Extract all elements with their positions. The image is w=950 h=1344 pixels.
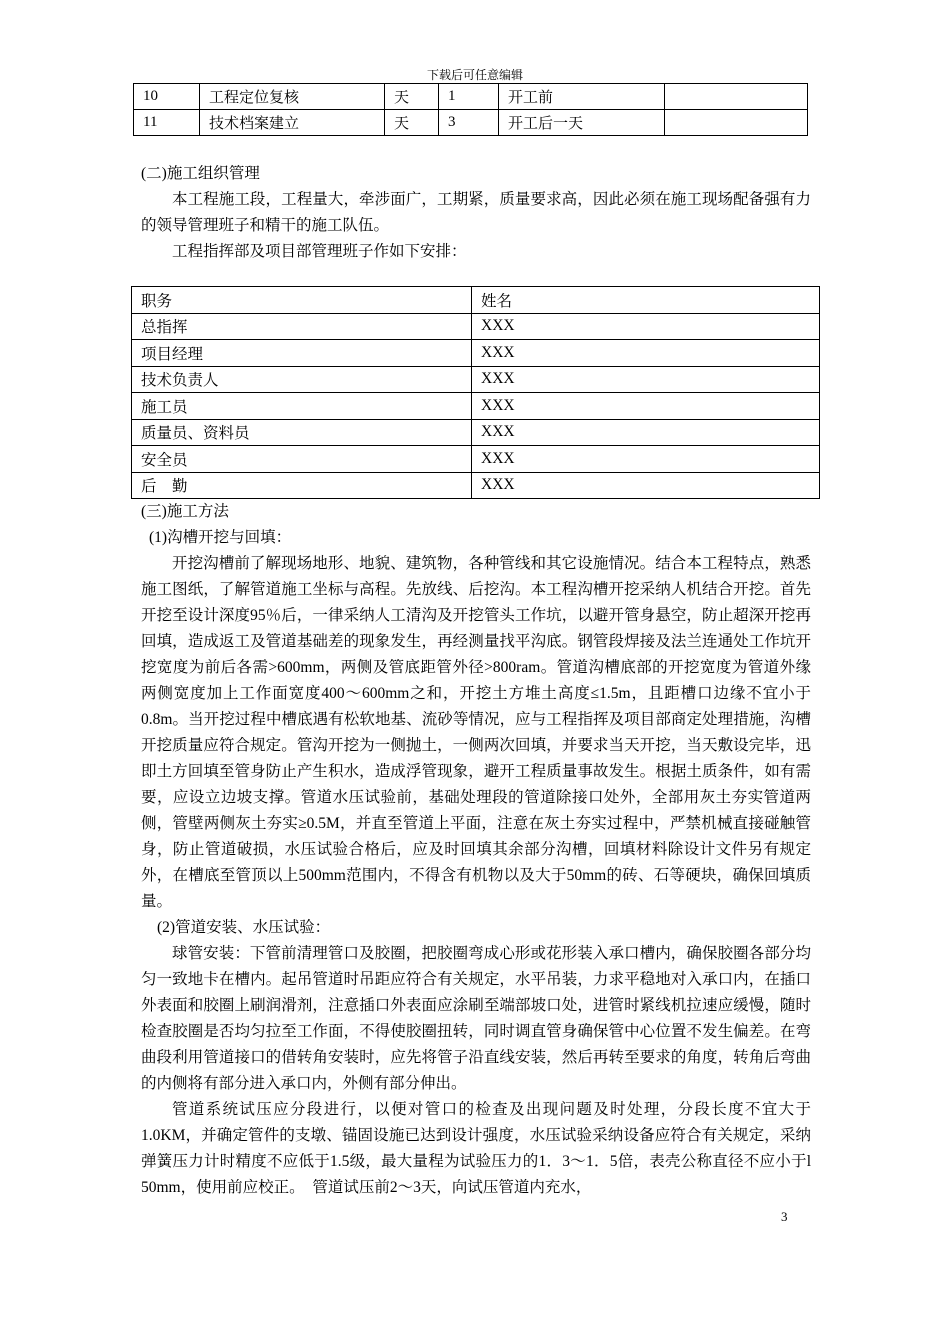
subsection-heading: (1)沟槽开挖与回填：: [149, 529, 292, 546]
table-row: [134, 110, 808, 136]
cell-name: XXX: [472, 313, 820, 340]
paragraph: 开挖沟槽前了解现场地形、地貌、建筑物，各种管线和其它设施情况。结合本工程特点，熟悉施工图纸，了解管道施工坐标与高程。先放线、后挖沟。本工程沟槽开挖采纳人机结合开挖。首先开挖至设计深度95％后，一律采纳人工清沟及开挖管头工作坑，以避开管身悬空，防止超深开挖再回填，造成返工及管道基础差的现象发生，再经测量找平沟底。钢管段焊接及法兰连通处工作坑开挖宽度为前后各需>600mm，两侧及管底距管外径>800ram。管道沟槽底部的开挖宽度为管道外缘两侧宽度加上工作面宽度400～600mm之和，开挖土方堆土高度≤1.5m，且距槽口边缘不宜小于0.8m。当开挖过程中槽底遇有松软地基、流砂等情况，应与工程指挥及项目部商定处理措施，沟槽开挖质量应符合规定。管沟开挖为一侧抛土，一侧两次回填，并要求当天开挖，当天敷设完毕，迅即土方回填至管身防止产生积水，造成浮管现象，避开工程质量事故发生。根据土质条件，如有需要，应设立边坡支撑。管道水压试验前，基础处理段的管道除接口处外，全部用灰土夯实管道两侧，管壁两侧灰土夯实≥0.5M，并直至管道上平面，注意在灰土夯实过程中，严禁机械直接碰触管身，防止管道破损，水压试验合格后，应及时回填其余部分沟槽，回填材料除设计文件另有规定外，在槽底至管顶以上500mm范围内，不得含有机物以及大于50mm的砖、石等硬块，确保回填质量。: [141, 555, 811, 910]
table-row: [132, 393, 820, 420]
section-construction-method: [141, 499, 811, 1201]
table-row: [132, 419, 820, 446]
column-header: 职务: [132, 287, 472, 314]
paragraph: 本工程施工段，工程量大，牵涉面广，工期紧，质量要求高，因此必须在施工现场配备强有力的领导管理班子和精干的施工队伍。: [141, 191, 811, 234]
table-row: [132, 446, 820, 473]
cell-name: XXX: [472, 419, 820, 446]
table-row: [134, 84, 808, 110]
paragraph: 球管安装：下管前清理管口及胶圈，把胶圈弯成心形或花形装入承口槽内，确保胶圈各部分均匀一致地卡在槽内。起吊管道时吊距应符合有关规定，水平吊装，力求平稳地对入承口内，在插口外表面和胶圈上刷润滑剂，注意插口外表面应涂刷至端部坡口处，进管时紧线机拉速应缓慢，随时检查胶圈是否均匀拉至工作面，不得使胶圈扭转，同时调直管身确保管中心位置不发生偏差。在弯曲段利用管道接口的借转角安装时，应先将管子沿直线安装，然后再转至要求的角度，转角后弯曲的内侧将有部分进入承口内，外侧有部分伸出。: [141, 945, 811, 1092]
cell-item: 技术档案建立: [200, 110, 385, 136]
section-org-management: [141, 161, 811, 265]
cell-qty: 1: [439, 84, 499, 110]
page-number: 3: [781, 1209, 788, 1224]
cell-unit: 天: [385, 110, 439, 136]
schedule-table: [133, 83, 808, 136]
section-heading: (三)施工方法: [141, 503, 229, 520]
cell-position: 安全员: [132, 446, 472, 473]
cell-position: 质量员、资料员: [132, 419, 472, 446]
table-row: [132, 472, 820, 499]
cell-position: 总指挥: [132, 313, 472, 340]
cell-qty: 3: [439, 110, 499, 136]
subsection-heading: (2)管道安装、水压试验：: [157, 919, 331, 936]
cell-name: XXX: [472, 340, 820, 367]
cell-position: 后 勤: [132, 472, 472, 499]
cell-position: 施工员: [132, 393, 472, 420]
section-heading: (二)施工组织管理: [141, 165, 260, 182]
cell-remark: [665, 84, 808, 110]
cell-position: 技术负责人: [132, 366, 472, 393]
header-note: 下载后可任意编辑: [426, 68, 523, 82]
cell-time: 开工后一天: [499, 110, 665, 136]
column-header: 姓名: [472, 287, 820, 314]
cell-name: XXX: [472, 366, 820, 393]
cell-unit: 天: [385, 84, 439, 110]
cell-name: XXX: [472, 446, 820, 473]
paragraph: 管道系统试压应分段进行，以便对管口的检查及出现问题及时处理，分段长度不宜大于1.0KM，并确定管件的支墩、锚固设施已达到设计强度，水压试验采纳设备应符合有关规定，采纳弹簧压力计时精度不应低于1.5级，最大量程为试验压力的1．3～1．5倍，表壳公称直径不应小于l 50mm，使用前应校正。 管道试压前2～3天，向试压管道内充水，: [141, 1101, 811, 1196]
cell-time: 开工前: [499, 84, 665, 110]
cell-no: 11: [134, 110, 200, 136]
cell-name: XXX: [472, 393, 820, 420]
table-row: [132, 366, 820, 393]
cell-position: 项目经理: [132, 340, 472, 367]
cell-name: XXX: [472, 472, 820, 499]
table-row: [132, 313, 820, 340]
table-header-row: [132, 287, 820, 314]
staff-table: [131, 286, 820, 499]
table-row: [132, 340, 820, 367]
cell-item: 工程定位复核: [200, 84, 385, 110]
paragraph: 工程指挥部及项目部管理班子作如下安排：: [172, 243, 467, 260]
cell-remark: [665, 110, 808, 136]
cell-no: 10: [134, 84, 200, 110]
